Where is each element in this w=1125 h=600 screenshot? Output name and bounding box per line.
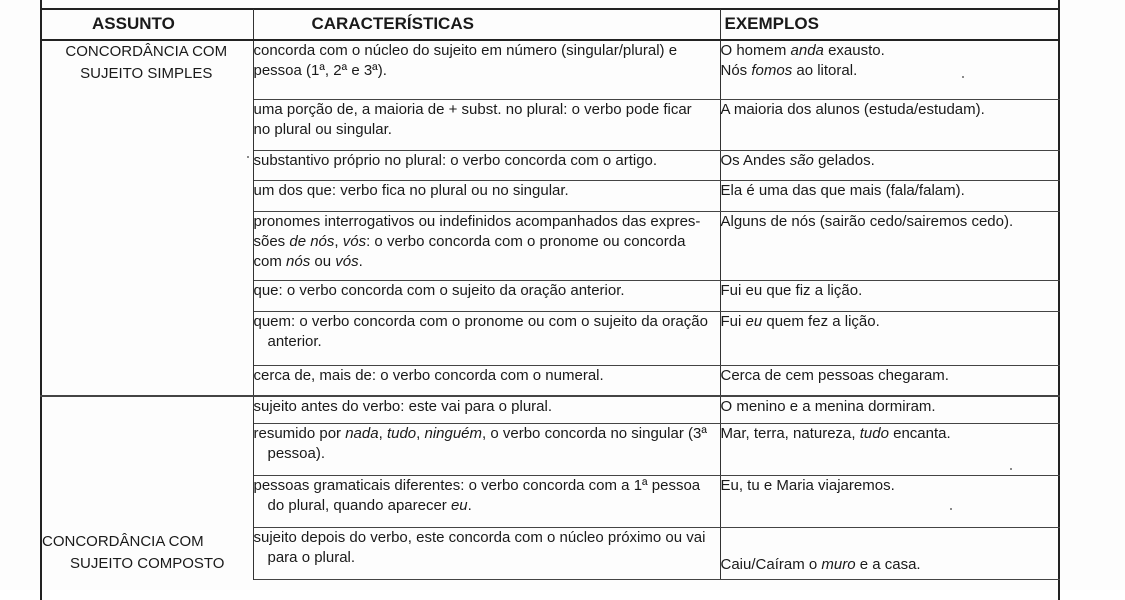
characteristic-cell (253, 423, 720, 475)
header-exemplos: EXEMPLOS (720, 9, 1060, 40)
rule-text: substantivo próprio no plural: o verbo concorda com o artigo. (253, 151, 658, 169)
table-row (40, 396, 1060, 423)
example-cell (720, 396, 1060, 423)
example-cell (720, 150, 1060, 180)
subject-label: SUJEITO COMPOSTO (70, 555, 225, 572)
agreement-table (40, 9, 1060, 580)
rule-text: quem: o verbo concorda com o pronome ou com o sujeito da oração (253, 312, 708, 330)
rule-text: pessoas gramaticais diferentes: o verbo concorda com a 1ª pessoa (253, 476, 701, 494)
rule-text: concorda com o núcleo do sujeito em número (singular/plural) e (253, 42, 678, 59)
rule-text: para o plural. (267, 548, 356, 566)
characteristic-cell (253, 211, 720, 280)
table-row (40, 40, 1060, 99)
characteristic-cell (253, 396, 720, 423)
rule-text: pronomes interrogativos ou indefinidos acompanhados das expres- (253, 212, 701, 230)
characteristic-cell (253, 475, 720, 527)
rule-text: anterior. (267, 332, 322, 350)
characteristic-cell (253, 99, 720, 150)
characteristic-cell (253, 150, 720, 180)
example-text: Cerca de cem pessoas chegaram. (720, 366, 949, 384)
example-text: Caiu/Caíram o muro e a casa. (720, 555, 921, 573)
example-cell (720, 311, 1060, 365)
example-text: Ela é uma das que mais (fala/falam). (720, 181, 965, 199)
example-text: Mar, terra, natureza, tudo encanta. (720, 424, 951, 442)
example-cell (720, 527, 1060, 579)
header-caracteristicas: CARACTERÍSTICAS (253, 9, 720, 40)
scan-speck (1010, 468, 1012, 470)
example-cell (720, 99, 1060, 150)
rule-text: com nós ou vós. (253, 252, 363, 270)
subject-cell-simple (40, 40, 253, 396)
rule-text: do plural, quando aparecer eu. (267, 496, 472, 514)
rule-text: sões de nós, vós: o verbo concorda com o pronome ou concorda (253, 232, 686, 250)
example-cell (720, 475, 1060, 527)
subject-label: CONCORDÂNCIA COM (42, 533, 204, 550)
subject-label: CONCORDÂNCIA COM (65, 43, 228, 60)
characteristic-cell (253, 280, 720, 311)
example-cell (720, 180, 1060, 211)
example-text: A maioria dos alunos (estuda/estudam). (720, 100, 985, 118)
rule-text: um dos que: verbo fica no plural ou no singular. (253, 181, 569, 199)
rule-text: no plural ou singular. (253, 120, 392, 138)
rule-text: resumido por nada, tudo, ninguém, o verbo concorda no singular (3ª (253, 424, 707, 442)
subject-label: SUJEITO SIMPLES (80, 65, 213, 82)
subject-cell-composite (40, 396, 253, 579)
example-text: Eu, tu e Maria viajaremos. (720, 476, 895, 494)
scan-speck (962, 76, 964, 78)
example-text: Fui eu quem fez a lição. (720, 312, 880, 330)
example-cell (720, 365, 1060, 396)
example-text: Fui eu que fiz a lição. (720, 281, 863, 299)
scan-speck (247, 156, 249, 158)
rule-text: pessoa). (267, 444, 326, 462)
characteristic-cell (253, 40, 720, 99)
characteristic-cell (253, 311, 720, 365)
rule-text: cerca de, mais de: o verbo concorda com o numeral. (253, 366, 604, 384)
example-text: Os Andes são gelados. (720, 151, 875, 169)
example-cell (720, 40, 1060, 99)
characteristic-cell (253, 365, 720, 396)
example-cell (720, 211, 1060, 280)
example-text: O homem anda exausto. (720, 42, 885, 59)
example-cell (720, 423, 1060, 475)
rule-text: que: o verbo concorda com o sujeito da oração anterior. (253, 281, 625, 299)
header-row (40, 9, 1060, 40)
rule-text: uma porção de, a maioria de + subst. no plural: o verbo pode ficar (253, 100, 692, 118)
scan-speck (950, 508, 952, 510)
example-text: O menino e a menina dormiram. (720, 398, 936, 415)
characteristic-cell (253, 180, 720, 211)
characteristic-cell (253, 527, 720, 579)
example-text: Nós fomos ao litoral. (720, 62, 858, 79)
rule-text: pessoa (1ª, 2ª e 3ª). (253, 62, 387, 79)
example-text: Alguns de nós (sairão cedo/sairemos cedo). (720, 212, 1014, 230)
header-assunto: ASSUNTO (40, 9, 253, 40)
rule-text: sujeito antes do verbo: este vai para o plural. (253, 398, 553, 415)
example-cell (720, 280, 1060, 311)
rule-text: sujeito depois do verbo, este concorda com o núcleo próximo ou vai (253, 528, 706, 546)
